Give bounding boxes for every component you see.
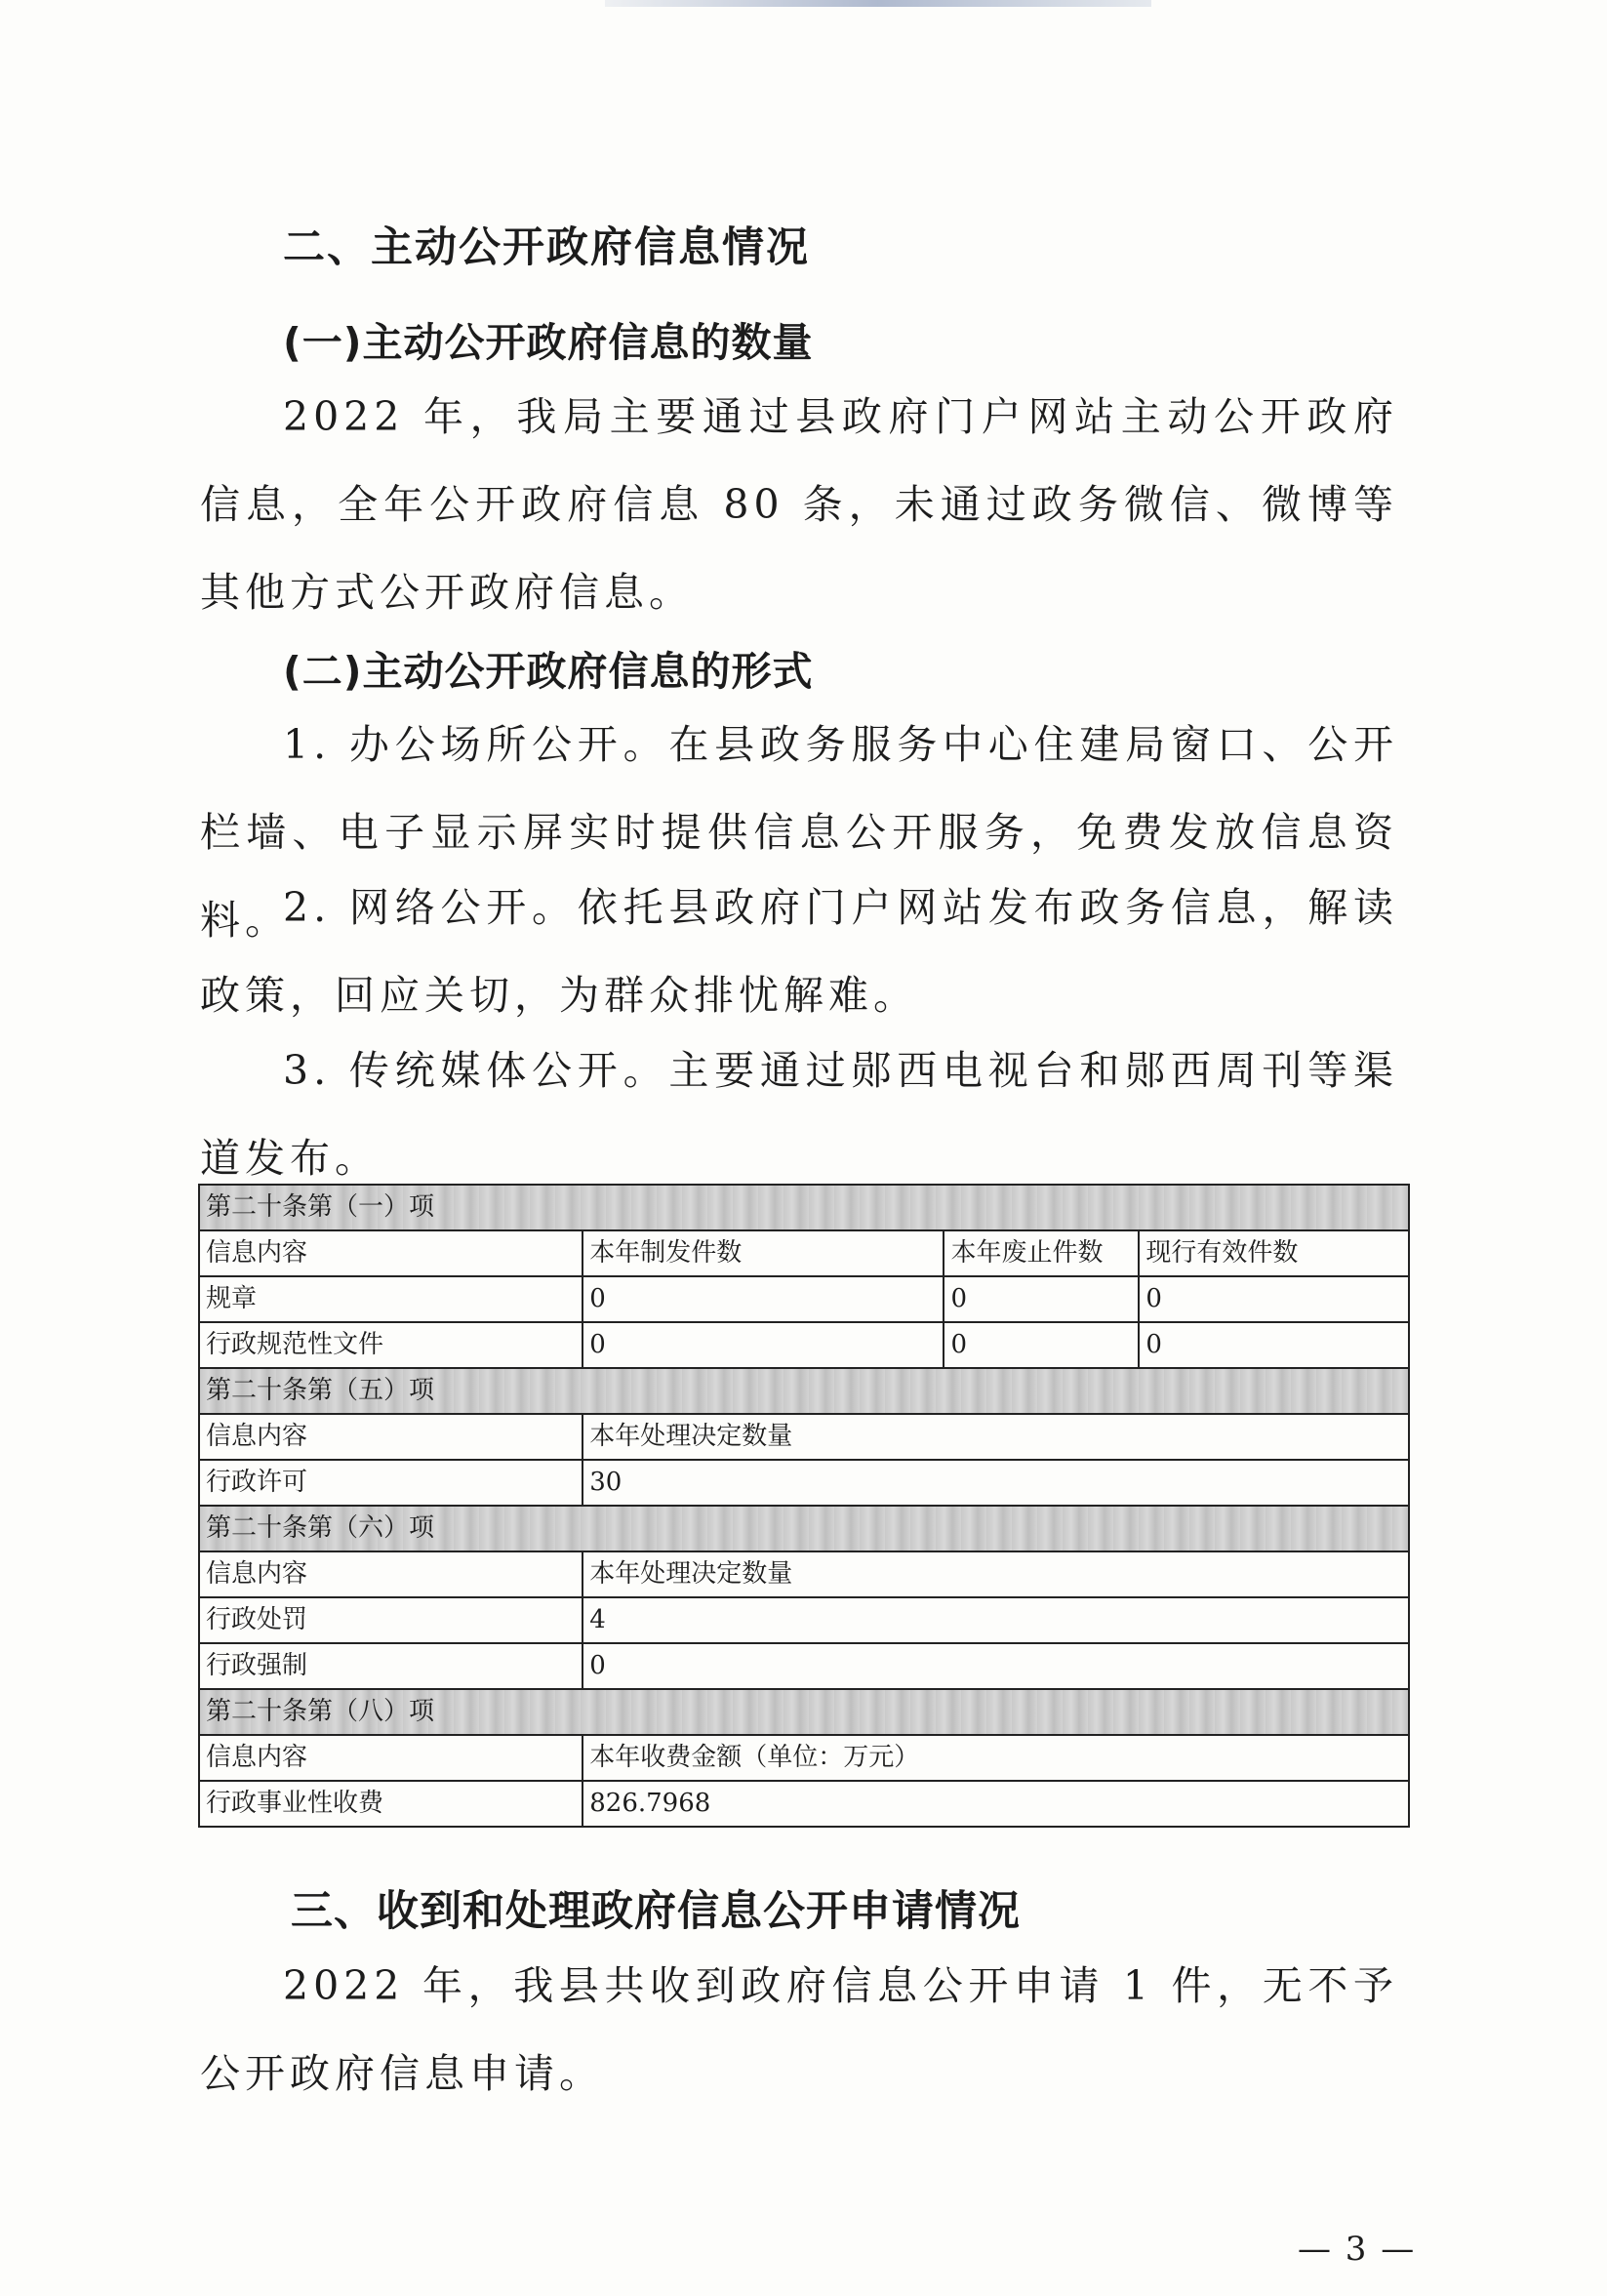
information-table: [198, 1184, 1410, 1828]
table-row: [199, 1276, 1409, 1322]
header-cell: 现行有效件数: [1139, 1230, 1409, 1276]
section-title-article-8: 第二十条第（八）项: [199, 1689, 1409, 1735]
subsection-1-paragraph: 2022 年，我局主要通过县政府门户网站主动公开政府信息，全年公开政府信息 80 条，未通过政务微信、微博等其他方式公开政府信息。: [200, 393, 1398, 616]
table-cell: 0: [583, 1322, 944, 1368]
table-cell: 行政规范性文件: [199, 1322, 583, 1368]
form-item-2: 2. 网络公开。依托县政府门户网站发布政务信息，解读政策，回应关切，为群众排忧解难。: [200, 884, 1398, 1019]
table-cell: 行政许可: [199, 1460, 583, 1506]
table-section-row: [199, 1689, 1409, 1735]
table-cell: 0: [944, 1276, 1139, 1322]
table-cell: 行政处罚: [199, 1597, 583, 1643]
header-cell: 本年废止件数: [944, 1230, 1139, 1276]
table-cell: 0: [583, 1643, 1409, 1689]
header-cell: 信息内容: [199, 1551, 583, 1597]
table-section-row: [199, 1185, 1409, 1230]
header-cell: 信息内容: [199, 1230, 583, 1276]
table-row: [199, 1322, 1409, 1368]
scan-top-mark: [605, 0, 1151, 7]
table-header-row: [199, 1551, 1409, 1597]
table-cell: 行政事业性收费: [199, 1781, 583, 1827]
table-header-row: [199, 1414, 1409, 1460]
section-title-article-5: 第二十条第（五）项: [199, 1368, 1409, 1414]
page-number: — 3 —: [1298, 2230, 1417, 2269]
table-cell: 0: [944, 1322, 1139, 1368]
header-cell: 信息内容: [199, 1735, 583, 1781]
table-cell: 0: [583, 1276, 944, 1322]
table-cell: 行政强制: [199, 1643, 583, 1689]
table-cell: 4: [583, 1597, 1409, 1643]
section-title-article-1: 第二十条第（一）项: [199, 1185, 1409, 1230]
table-row: [199, 1643, 1409, 1689]
table-header-row: [199, 1735, 1409, 1781]
table-header-row: [199, 1230, 1409, 1276]
table-row: [199, 1781, 1409, 1827]
section-3-heading: 三、收到和处理政府信息公开申请情况: [291, 1887, 1021, 1936]
section-title-article-6: 第二十条第（六）项: [199, 1506, 1409, 1551]
header-cell: 本年制发件数: [583, 1230, 944, 1276]
table-row: [199, 1597, 1409, 1643]
table-section-row: [199, 1506, 1409, 1551]
header-cell: 本年收费金额（单位：万元）: [583, 1735, 1409, 1781]
section-2-heading: 二、主动公开政府信息情况: [283, 223, 810, 272]
header-cell: 本年处理决定数量: [583, 1414, 1409, 1460]
table-cell: 826.7968: [583, 1781, 1409, 1827]
table-row: [199, 1460, 1409, 1506]
header-cell: 本年处理决定数量: [583, 1551, 1409, 1597]
table-cell: 0: [1139, 1322, 1409, 1368]
table-section-row: [199, 1368, 1409, 1414]
table-cell: 0: [1139, 1276, 1409, 1322]
section-3-paragraph: 2022 年，我县共收到政府信息公开申请 1 件，无不予公开政府信息申请。: [200, 1962, 1398, 2097]
form-item-1: 1. 办公场所公开。在县政务服务中心住建局窗口、公开栏墙、电子显示屏实时提供信息公开服务，免费发放信息资料。: [200, 721, 1398, 944]
subsection-1-heading: (一)主动公开政府信息的数量: [283, 319, 814, 366]
form-item-3: 3. 传统媒体公开。主要通过郧西电视台和郧西周刊等渠道发布。: [200, 1047, 1398, 1182]
subsection-2-heading: (二)主动公开政府信息的形式: [283, 648, 814, 695]
header-cell: 信息内容: [199, 1414, 583, 1460]
table-cell: 规章: [199, 1276, 583, 1322]
table-cell: 30: [583, 1460, 1409, 1506]
